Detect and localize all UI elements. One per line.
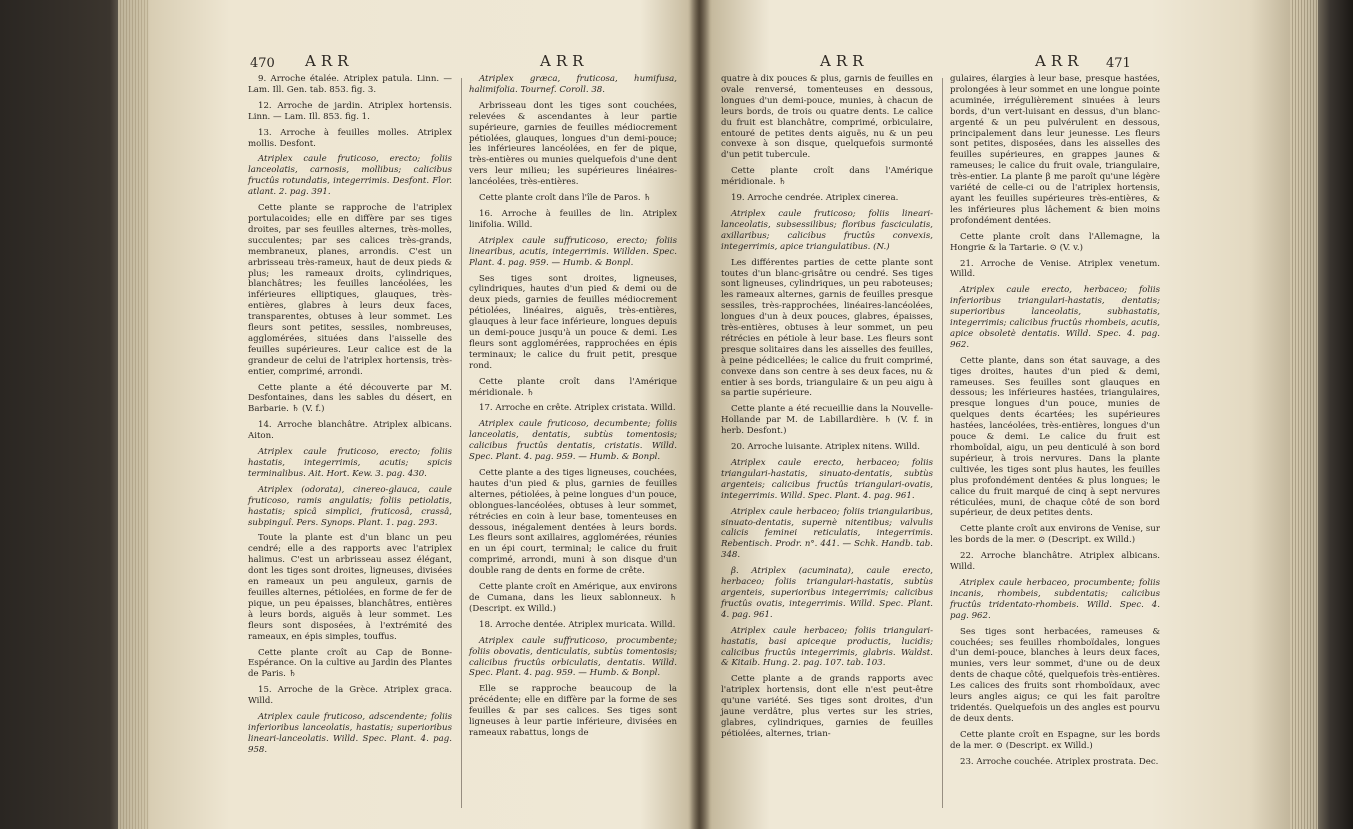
paragraph: Atriplex caule erecto, herbaceo; foliis inferioribus triangulari-hastatis, dentatis; superioribus lanceolatis, subhastatis, integerrimis; calicibus fructûs rhombeis, acutis, apice obsoletè dentatis. Willd. Spec. 4. pag. 962.: [950, 285, 1160, 350]
paragraph: 15. Arroche de la Grèce. Atriplex graca. Willd.: [248, 685, 452, 707]
paragraph: Toute la plante est d'un blanc un peu cendré; elle a des rapports avec l'atriplex halimus. C'est un arbrisseau assez élégant, dont les tiges sont droites, ligneuses, divisées en rameaux un peu anguleux, garnis de feuilles alternes, pétiolées, en forme de fer de pique, un peu épaisses, blanchâtres, entières à leurs bords, aiguës à leur sommet. Les fleurs sont disposées, à l'extrémité des rameaux, en épis simples, touffus.: [248, 533, 452, 642]
left-page-edges: [118, 0, 148, 829]
paragraph: Cette plante se rapproche de l'atriplex portulacoides; elle en diffère par ses tiges droites, par ses feuilles alternes, très-molles, succulentes; par ses calices très-grands, membraneux, planes, arrondis. C'est un arbrisseau très-rameux, haut de deux pieds & plus; les rameaux droits, cylindriques, blanchâtres; les feuilles lancéolées, les inférieures elliptiques, glauques, très-entières, glabres à leurs deux faces, transparentes, obtuses à leur sommet. Les fleurs sont petites, sessiles, nombreuses, agglomérées, situées dans l'aisselle des feuilles supérieures. Leur calice est de la grandeur de celui de l'atriplex hortensis, très-entier, comprimé, arrondi.: [248, 203, 452, 377]
paragraph: Ses tiges sont droites, ligneuses, cylindriques, hautes d'un pied & demi ou de deux pieds, garnies de feuilles médiocrement pétiolées, linéaires, aiguës, très-entières, glauques à leur face inférieure, longues depuis un demi-pouce jusqu'à un pouce & demi. Les fleurs sont agglomérées, rapprochées en épis terminaux; le calice du fruit petit, presque rond.: [469, 273, 677, 371]
paragraph: Arbrisseau dont les tiges sont couchées, relevées & ascendantes à leur partie supérieure, garnies de feuilles médiocrement pétiolées, glauques, longues d'un demi-pouce; les inférieures lancéolées, en fer de pique, très-entières ou munies quelquefois d'une dent vers leur milieu; les supérieures linéaires-lancéolées, très-entières.: [469, 100, 677, 188]
paragraph: quatre à dix pouces & plus, garnis de feuilles en ovale renversé, tomenteuses en dessous, longues d'un demi-pouce, munies, à chacun de leurs bords, de trois ou quatre dents. Le calice du fruit est blanchâtre, comprimé, orbiculaire, entouré de petites dents aiguës, nu & un peu convexe à son disque, quelquefois surmonté d'un petit tubercule.: [721, 74, 933, 161]
paragraph: Cette plante a de grands rapports avec l'atriplex hortensis, dont elle n'est peut-être qu'une variété. Ses tiges sont droites, d'un jaune verdâtre, plus vertes sur les stries, glabres, cylindriques, garnies de feuilles pétiolées, alternes, trian-: [721, 674, 933, 739]
right-column-2: [950, 74, 1160, 772]
paragraph: Cette plante croît au Cap de Bonne-Espérance. On la cultive au Jardin des Plantes de Paris. ♄: [248, 647, 452, 680]
paragraph: 23. Arroche couchée. Atriplex prostrata. Dec.: [960, 756, 1159, 767]
paragraph: Cette plante croît dans l'Amérique méridionale. ♄: [469, 376, 677, 398]
paragraph: 18. Arroche dentée. Atriplex muricata. Willd.: [479, 619, 676, 630]
paragraph: Cette plante croît dans l'Amérique méridionale. ♄: [721, 166, 933, 188]
left-column-2: [469, 74, 677, 744]
paragraph: Atriplex caule fruticoso, decumbente; foliis lanceolatis, dentatis, subtùs tomentosis; calicibus fructûs dentatis, cristatis. Willd. Spec. Plant. 4. pag. 959. — Humb. & Bonpl.: [469, 419, 677, 463]
right-column-rule: [942, 78, 943, 808]
left-column-1: [248, 74, 452, 761]
paragraph: Cette plante croît aux environs de Venise, sur les bords de la mer. ⊙ (Descript. ex Willd.): [950, 524, 1160, 546]
paragraph: Les différentes parties de cette plante sont toutes d'un blanc-grisâtre ou cendré. Ses tiges sont ligneuses, cylindriques, un peu raboteuses; les rameaux alternes, garnis de feuilles presque sessiles, très-rapprochées, linéaires-lancéolées, longues d'un à deux pouces, glabres, épaisses, très-entières, obtuses à leur sommet, un peu rétrécies en pétiole à leur base. Les fleurs sont presque solitaires dans les aisselles des feuilles, à peine pédicellées; le calice du fruit comprimé, convexe dans son centre à ses deux faces, nu & entier à ses bords, triangulaire & un peu aigu à sa partie supérieure.: [721, 257, 933, 399]
paragraph: Atriplex caule herbaceo, procumbente; foliis incanis, rhombeis, subdentatis; calicibus fructûs tridentato-rhombeis. Willd. Spec. 4. pag. 962.: [950, 577, 1160, 621]
paragraph: Atriplex caule herbaceo; foliis triangularibus, sinuato-dentatis, supernè nitentibus; valvulis calicis feminei reticulatis, integerrimis. Rebentisch. Prodr. n°. 441. — Schk. Handb. tab. 348.: [721, 506, 933, 561]
paragraph: Cette plante croît en Espagne, sur les bords de la mer. ⊙ (Descript. ex Willd.): [950, 729, 1160, 751]
book-gutter: [688, 0, 710, 829]
paragraph: Atriplex caule suffruticoso, erecto; foliis linearibus, acutis, integerrimis. Willden. Spec. Plant. 4. pag. 959. — Humb. & Bonpl.: [469, 235, 677, 268]
paragraph: Atriplex caule suffruticoso, procumbente; foliis obovatis, denticulatis, subtùs tomentosis; calicibus fructûs orbiculatis, dentatis. Willd. Spec. Plant. 4. pag. 959. — Humb. & Bonpl.: [469, 635, 677, 679]
paragraph: 19. Arroche cendrée. Atriplex cinerea.: [731, 193, 899, 204]
right-column-1: [721, 74, 933, 745]
paragraph: Atriplex (odorata), cinereo-glauca, caule fruticoso, ramis angulatis; foliis petiolatis, hastatis; spicâ simplici, fruticosâ, crassâ, subpinguî. Pers. Synops. Plant. 1. pag. 293.: [248, 484, 452, 528]
paragraph: Cette plante a des tiges ligneuses, couchées, hautes d'un pied & plus, garnies de feuilles alternes, pétiolées, à peine longues d'un pouce, oblongues-lancéolées, obtuses à leur sommet, rétrécies en coin à leur base, tomenteuses en dessous, inégalement dentées à leurs bords. Les fleurs sont axillaires, agglomérées, réunies en un épi court, terminal; le calice du fruit comprimé, arrondi, muni à son disque d'un double rang de dents en forme de crête.: [469, 468, 677, 577]
paragraph: Elle se rapproche beaucoup de la précédente; elle en diffère par la forme de ses feuilles & par ses calices. Ses tiges sont ligneuses à leur partie inférieure, divisées en rameaux rabattus, longs de: [469, 684, 677, 738]
paragraph: Atriplex græca, fruticosa, humifusa, halimifolia. Tournef. Coroll. 38.: [469, 74, 677, 95]
paragraph: Cette plante a été découverte par M. Desfontaines, dans les sables du désert, en Barbarie. ♄ (V. f.): [248, 382, 452, 415]
paragraph: 22. Arroche blanchâtre. Atriplex albicans. Willd.: [950, 551, 1160, 573]
paragraph: 17. Arroche en crête. Atriplex cristata. Willd.: [479, 403, 676, 414]
paragraph: Atriplex caule fruticoso, erecto; foliis lanceolatis, carnosis, mollibus; calicibus fructûs rotundatis, integerrimis. Desfont. Flor. atlant. 2. pag. 391.: [248, 154, 452, 198]
paragraph: 9. Arroche étalée. Atriplex patula. Linn. — Lam. Ill. Gen. tab. 853. fig. 3.: [248, 74, 452, 95]
paragraph: Atriplex caule erecto, herbaceo; foliis triangulari-hastatis, sinuato-dentatis, subtùs argenteis; calicibus fructûs triangulari-ovatis, integerrimis. Willd. Spec. Plant. 4. pag. 961.: [721, 458, 933, 501]
paragraph: gulaires, élargies à leur base, presque hastées, prolongées à leur sommet en une longue pointe acuminée, irrégulièrement sinuées à leurs bords, d'un vert-luisant en dessus, d'un blanc-argenté & un peu pulvérulent en dessous, principalement dans leur jeunesse. Les fleurs sont petites, disposées, dans les aisselles des feuilles supérieures, en grappes jaunes & rameuses; le calice du fruit ovale, triangulaire, très-entier. La plante β me paroît qu'une légère variété de celle-ci ou de l'atriplex hortensis, ayant les feuilles supérieures très-entières, & les inférieures plus lâchement & bien moins profondément dentées.: [950, 74, 1160, 226]
left-page-number: 470: [250, 56, 275, 71]
paragraph: 16. Arroche à feuilles de lin. Atriplex linifolia. Willd.: [469, 208, 677, 230]
paragraph: β. Atriplex (acuminata), caule erecto, herbaceo; foliis triangulari-hastatis, subtùs argenteis, superioribus integerrimis; calicibus fructûs ovatis, integerrimis. Willd. Spec. Plant. 4. pag. 961.: [721, 566, 933, 620]
paragraph: 13. Arroche à feuilles molles. Atriplex mollis. Desfont.: [248, 127, 452, 149]
paragraph: 12. Arroche de jardin. Atriplex hortensis. Linn. — Lam. Ill. 853. fig. 1.: [248, 100, 452, 122]
left-column-rule: [461, 78, 462, 808]
paragraph: Cette plante croît dans l'Allemagne, la Hongrie & la Tartarie. ⊙ (V. v.): [950, 231, 1160, 253]
left-header-right: ARR: [540, 52, 589, 70]
paragraph: Atriplex caule herbaceo; foliis triangulari-hastatis, basi apiceque productis, lucidis; calicibus fructûs integerrimis, glabris. Waldst. & Kitaib. Hung. 2. pag. 107. tab. 103.: [721, 625, 933, 669]
left-header-left: ARR: [305, 52, 354, 70]
right-page-number: 471: [1106, 56, 1131, 71]
paragraph: Atriplex caule fruticoso; foliis lineari-lanceolatis, subsessilibus; floribus fasciculatis, axillaribus; calicibus fructûs convexis, integerrimis, apice triangulatibus. (N.): [721, 208, 933, 252]
paragraph: Cette plante, dans son état sauvage, a des tiges droites, hautes d'un pied & demi, rameuses. Ses feuilles sont glauques en dessous; les inférieures hastées, triangulaires, presque longues d'un pouce, munies de quelques dents écartées; les supérieures hastées, lancéolées, très-entières, longues d'un pouce & demi. Le calice du fruit est rhomboïdal, aigu, un peu denticulé à son bord supérieur, à trois nervures. Dans la plante cultivée, les tiges sont plus hautes, les feuilles plus profondément dentées & plus longues; le calice du fruit marqué de cinq à sept nervures réticulées, muni, de chaque côté de son bord supérieur, de deux petites dents.: [950, 355, 1160, 519]
right-header-right: ARR: [1035, 52, 1084, 70]
paragraph: Ses tiges sont herbacées, rameuses & couchées; ses feuilles rhomboïdales, longues d'un demi-pouce, blanches à leurs deux faces, munies, vers leur sommet, d'une ou de deux dents de chaque côté, quelquefois très-entières. Les calices des fruits sont rhomboïdaux, avec leurs angles aigus; ce qui les fait paroître tridentés. Quelquefois un des angles est pourvu de deux dents.: [950, 626, 1160, 724]
paragraph: Atriplex caule fruticoso, erecto; foliis hastatis, integerrimis, acutis; spicis terminalibus. Ait. Hort. Kew. 3. pag. 430.: [248, 447, 452, 479]
paragraph: 20. Arroche luisante. Atriplex nitens. Willd.: [731, 442, 920, 453]
right-header-left: ARR: [820, 52, 869, 70]
right-page-edges: [1290, 0, 1318, 829]
paragraph: Cette plante croît en Amérique, aux environs de Cumana, dans les lieux sablonneux. ♄ (Descript. ex Willd.): [469, 582, 677, 614]
paragraph: Cette plante croît dans l'île de Paros. ♄: [479, 193, 652, 204]
paragraph: Cette plante a été recueillie dans la Nouvelle-Hollande par M. de Labillardière. ♄ (V. f. in herb. Desfont.): [721, 404, 933, 437]
paragraph: Atriplex caule fruticoso, adscendente; foliis inferioribus lanceolatis, hastatis; superioribus lineari-lanceolatis. Willd. Spec. Plant. 4. pag. 958.: [248, 712, 452, 755]
paragraph: 21. Arroche de Venise. Atriplex venetum. Willd.: [950, 258, 1160, 280]
paragraph: 14. Arroche blanchâtre. Atriplex albicans. Aiton.: [248, 420, 452, 442]
